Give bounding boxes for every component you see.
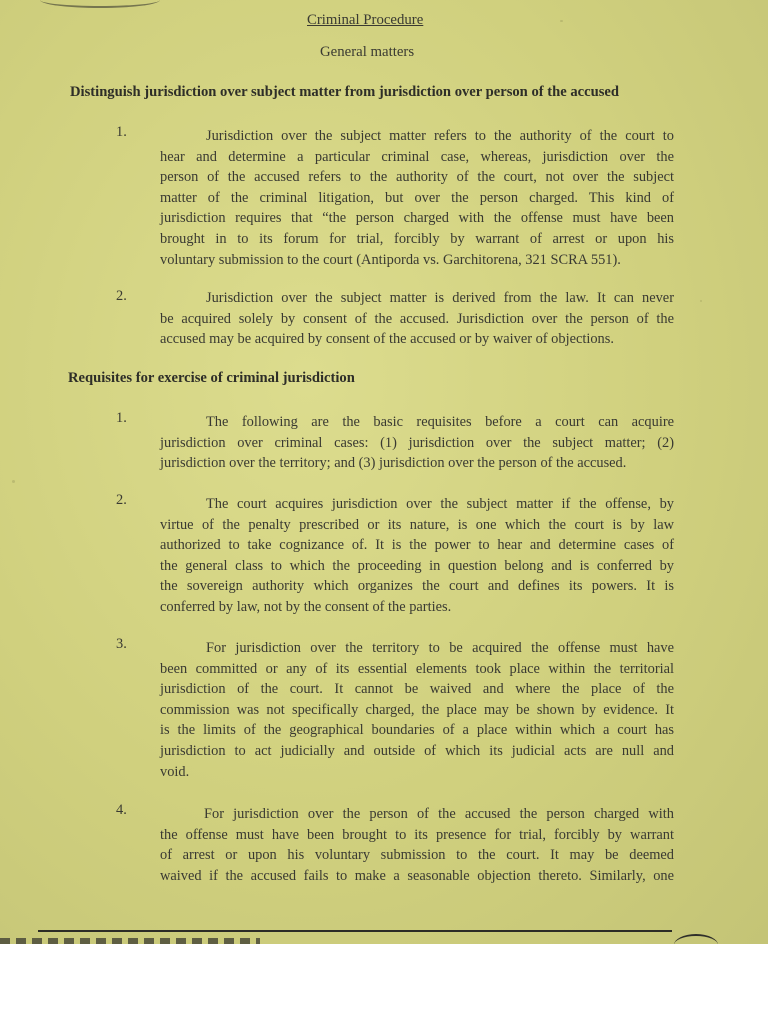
document-subtitle: General matters xyxy=(320,44,415,60)
paragraph-territory xyxy=(160,638,674,782)
paragraph-line: For jurisdiction over the territory to be acquired the offense must have xyxy=(206,640,674,656)
paragraph-basic-requisites xyxy=(160,412,674,474)
paragraph-line: person of the accused refers to the authority of the court, not over the subject xyxy=(160,169,674,186)
scan-edge-artifact xyxy=(0,938,260,944)
paragraph-line: jurisdiction of the court. It cannot be waived and where the place of the xyxy=(160,681,674,698)
paragraph-line: jurisdiction requires that “the person charged with the offense must have been xyxy=(160,210,674,227)
scan-speck xyxy=(560,20,563,22)
paragraph-line: is the limits of the geographical boundaries of a place within which a court has xyxy=(160,722,674,739)
paragraph-line: voluntary submission to the court (Antiporda vs. Garchitorena, 321 SCRA 551). xyxy=(160,251,621,268)
paragraph-line: authorized to take cognizance of. It is the power to hear and determine cases of xyxy=(160,537,674,554)
paragraph-line: For jurisdiction over the person of the accused the person charged with xyxy=(204,806,674,822)
paragraph-line: brought in to its forum for trial, forcibly by warrant of arrest or upon his xyxy=(160,230,674,247)
paragraph-line: Jurisdiction over the subject matter refers to the authority of the court to xyxy=(206,128,674,144)
paragraph-line: hear and determine a particular criminal case, whereas, jurisdiction over the xyxy=(160,148,674,165)
item-number: 1. xyxy=(116,124,127,140)
item-number: 2. xyxy=(116,492,127,508)
section-heading-requisites: Requisites for exercise of criminal jurisdiction xyxy=(68,370,355,386)
page-edge-mark xyxy=(40,0,160,8)
paragraph-line: waived if the accused fails to make a seasonable objection thereto. Similarly, one xyxy=(160,867,674,884)
paragraph-line: been committed or any of its essential elements took place within the territorial xyxy=(160,660,674,677)
paragraph-line: be acquired solely by consent of the accused. Jurisdiction over the person of the xyxy=(160,310,674,327)
paragraph-line: virtue of the penalty prescribed or its nature, is one which the court is by law xyxy=(160,516,674,533)
document-title: Criminal Procedure xyxy=(307,12,424,28)
footer-rule xyxy=(38,930,672,932)
section-heading-jurisdiction-distinction: Distinguish jurisdiction over subject matter from jurisdiction over person of the accused xyxy=(70,84,619,100)
paragraph-person-of-accused xyxy=(160,804,674,886)
paragraph-line: jurisdiction to act judicially and outside of which its judicial acts are null and xyxy=(160,742,674,759)
paragraph-line: the sovereign authority which organizes the court and defines its powers. It is xyxy=(160,578,674,595)
page-corner-mark xyxy=(674,934,718,944)
item-number: 1. xyxy=(116,410,127,426)
paragraph-subject-vs-person xyxy=(160,126,674,270)
paragraph-line: void. xyxy=(160,763,190,780)
paragraph-line: matter of the criminal litigation, but over the person charged. This kind of xyxy=(160,189,674,206)
scan-speck xyxy=(12,480,15,483)
scan-speck xyxy=(700,300,702,302)
paragraph-line: The court acquires jurisdiction over the subject matter if the offense, by xyxy=(206,496,674,512)
item-number: 4. xyxy=(116,802,127,818)
item-number: 3. xyxy=(116,636,127,652)
paragraph-line: of arrest or upon his voluntary submission to the court. It may be deemed xyxy=(160,847,674,864)
paragraph-line: Jurisdiction over the subject matter is derived from the law. It can never xyxy=(206,290,674,306)
paragraph-line: the offense must have been brought to its presence for trial, forcibly by warrant xyxy=(160,826,674,843)
item-number: 2. xyxy=(116,288,127,304)
paragraph-line: jurisdiction over criminal cases: (1) jurisdiction over the subject matter; (2) xyxy=(160,434,674,451)
paragraph-line: the general class to which the proceeding in question belong and is conferred by xyxy=(160,557,674,574)
paragraph-line: conferred by law, not by the consent of the parties. xyxy=(160,598,452,615)
paragraph-line: jurisdiction over the territory; and (3) jurisdiction over the person of the accused. xyxy=(160,455,627,472)
paragraph-line: The following are the basic requisites before a court can acquire xyxy=(206,414,674,430)
paragraph-derived-from-law xyxy=(160,288,674,350)
paragraph-subject-matter xyxy=(160,494,674,618)
paragraph-line: accused may be acquired by consent of the accused or by waiver of objections. xyxy=(160,331,614,348)
paragraph-line: commission was not specifically charged, the place may be shown by evidence. It xyxy=(160,701,674,718)
